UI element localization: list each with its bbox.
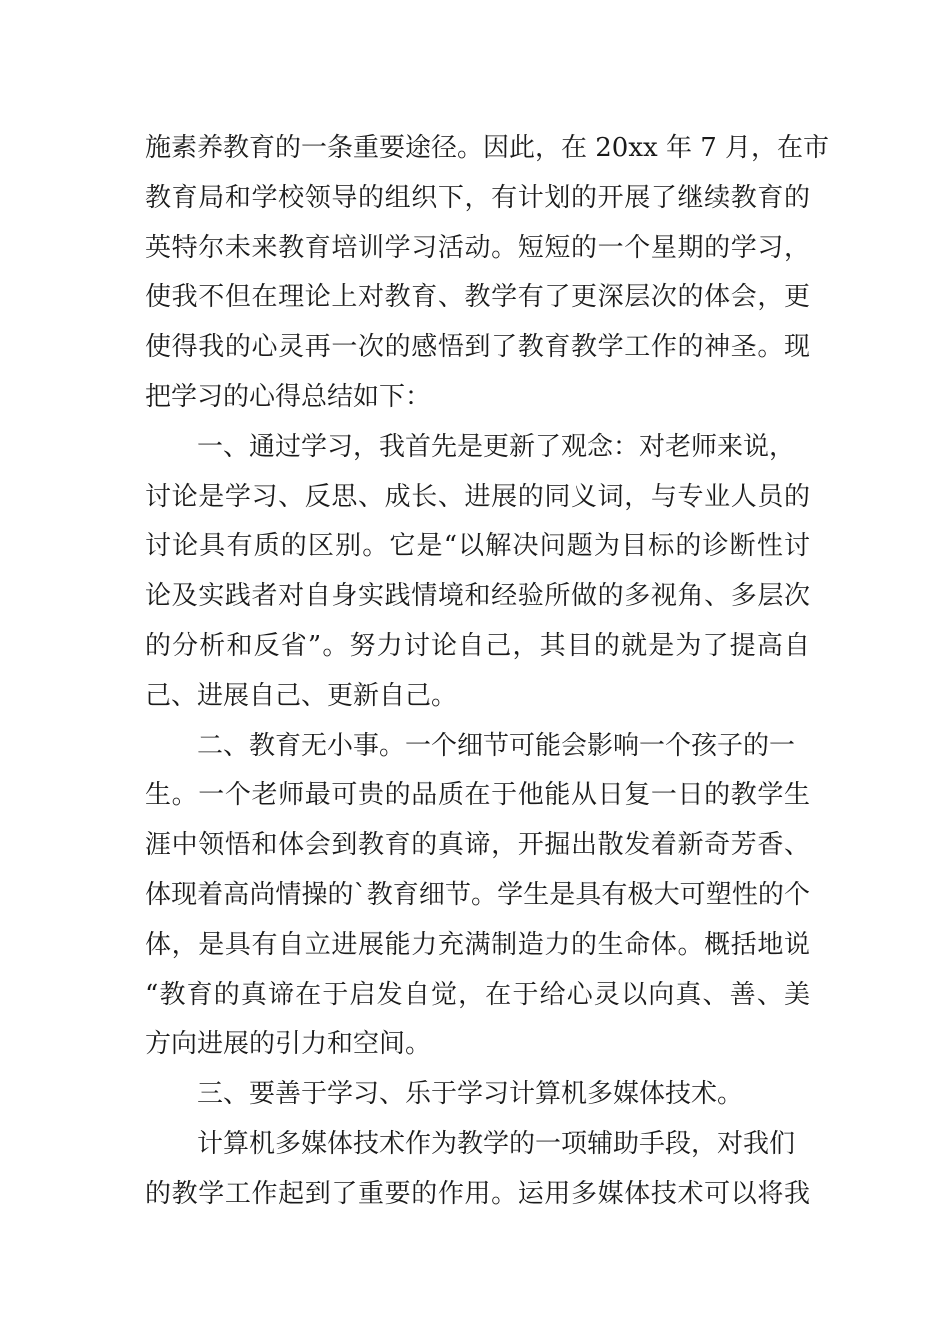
text-line: 的分析和反省”。努力讨论自己，其目的就是为了提高自	[145, 630, 810, 661]
body-text	[145, 124, 830, 1220]
text-line: 施素养教育的一条重要途径。因此，在 20xx 年 7 月，在市	[145, 133, 830, 163]
text-line: 己、进展自己、更新自己。	[145, 680, 458, 711]
text-line: “教育的真谛在于启发自觉，在于给心灵以向真、善、美	[145, 979, 810, 1010]
text-line: 英特尔未来教育培训学习活动。短短的一个星期的学习，	[145, 232, 810, 263]
text-line: 方向进展的引力和空间。	[145, 1029, 432, 1060]
text-line: 讨论具有质的区别。它是“以解决问题为目标的诊断性讨	[145, 531, 810, 562]
text-line: 体，是具有自立进展能力充满制造力的生命体。概括地说	[145, 929, 810, 960]
text-line: 论及实践者对自身实践情境和经验所做的多视角、多层次	[145, 581, 810, 612]
text-line: 体现着高尚情操的`教育细节。学生是具有极大可塑性的个	[145, 879, 810, 910]
text-line: 涯中领悟和体会到教育的真谛，开掘出散发着新奇芳香、	[145, 830, 810, 861]
text-line: 生。一个老师最可贵的品质在于他能从日复一日的教学生	[145, 780, 810, 811]
text-line: 的教学工作起到了重要的作用。运用多媒体技术可以将我	[145, 1178, 810, 1209]
paragraph-heading-2: 二、教育无小事。一个细节可能会影响一个孩子的一	[197, 730, 796, 761]
text-line: 使得我的心灵再一次的感悟到了教育教学工作的神圣。现	[145, 332, 810, 363]
text-line: 把学习的心得总结如下：	[145, 381, 432, 412]
paragraph-heading-3: 三、要善于学习、乐于学习计算机多媒体技术。	[197, 1079, 744, 1110]
text-line: 使我不但在理论上对教育、教学有了更深层次的体会，更	[145, 282, 810, 313]
text-line: 讨论是学习、反思、成长、进展的同义词，与专业人员的	[145, 481, 810, 512]
text-line: 教育局和学校领导的组织下，有计划的开展了继续教育的	[145, 182, 810, 213]
text-line: 计算机多媒体技术作为教学的一项辅助手段，对我们	[197, 1128, 796, 1159]
paragraph-heading-1: 一、通过学习，我首先是更新了观念：对老师来说，	[197, 431, 796, 462]
